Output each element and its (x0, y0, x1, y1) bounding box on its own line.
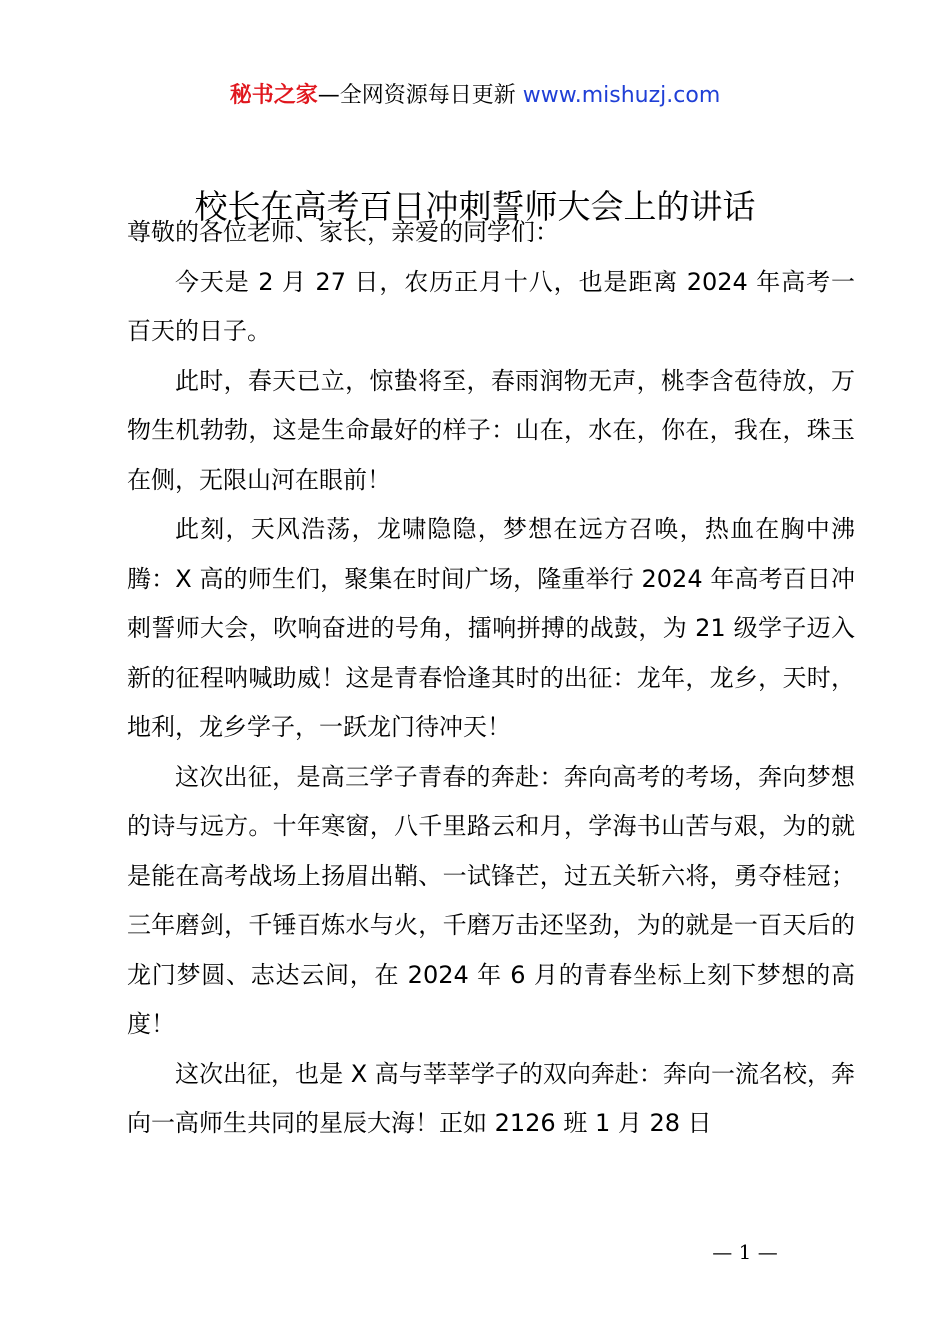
document-title: 校长在高考百日冲刺誓师大会上的讲话 (194, 187, 756, 226)
paragraph: 今天是 2 月 27 日，农历正月十八，也是距离 2024 年高考一百天的日子。 (127, 267, 855, 345)
site-url-link[interactable]: www.mishuzj.com (522, 83, 721, 108)
page-number: — 1 — (712, 1240, 778, 1264)
brand-name: 秘书之家 (229, 83, 318, 108)
paragraph: 这次出征，是高三学子青春的奔赴：奔向高考的考场，奔向梦想的诗与远方。十年寒窗，八千里路云和月，学海书山苦与艰，为的就是能在高考战场上扬眉出鞘、一试锋芒，过五关斩六将，勇夺桂冠；三年磨剑，千锤百炼水与火，千磨万击还坚劲，为的就是一百天后的龙门梦圆、志达云间，在 2024 年 6 月的青春坐标上刻下梦想的高度！ (127, 762, 855, 1038)
paragraph: 此刻，天风浩荡，龙啸隐隐，梦想在远方召唤，热血在胸中沸腾：X 高的师生们，聚集在时间广场，隆重举行 2024 年高考百日冲刺誓师大会，吹响奋进的号角，擂响拼搏的战鼓，为 21 级学子迈入新的征程呐喊助威！这是青春恰逢其时的出征：龙年，龙乡，天时，地利，龙乡学子，一跃龙门待冲天！ (127, 515, 855, 741)
paragraph: 这次出征，也是 X 高与莘莘学子的双向奔赴：奔向一流名校，奔向一高师生共同的星辰大海！正如 2126 班 1 月 28 日 (127, 1059, 855, 1137)
paragraph: 此时，春天已立，惊蛰将至，春雨润物无声，桃李含苞待放，万物生机勃勃，这是生命最好的样子：山在，水在，你在，我在，珠玉在侧，无限山河在眼前！ (127, 366, 855, 494)
salutation: 尊敬的各位老师、家长，亲爱的同学们： (127, 218, 559, 246)
header-tagline: —全网资源每日更新 (317, 83, 523, 108)
site-header (0, 80, 950, 112)
document-body (127, 208, 855, 1149)
